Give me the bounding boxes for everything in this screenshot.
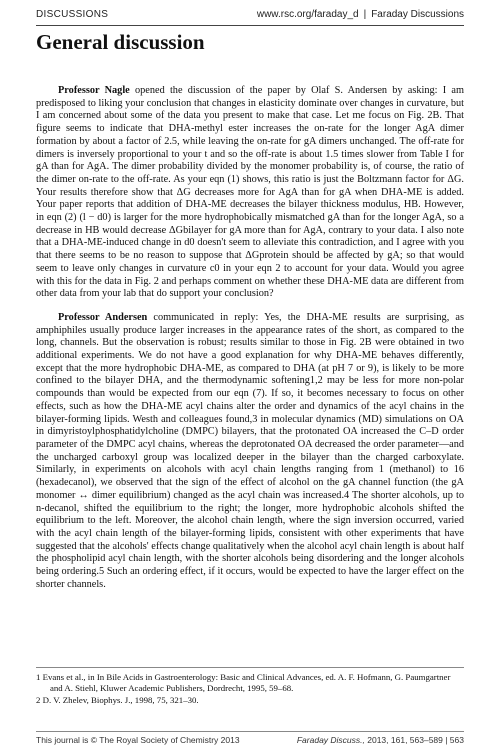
header-rule [36, 25, 464, 26]
reference-item: 2 D. V. Zhelev, Biophys. J., 1998, 75, 321–30. [36, 695, 199, 705]
running-header [36, 9, 464, 25]
journal-url-link[interactable]: www.rsc.org/faraday_d [256, 9, 359, 20]
citation-details: 2013, 161, 563–589 | 563 [364, 735, 464, 745]
header-separator: | [363, 9, 367, 20]
article-body [36, 85, 464, 602]
page-title: General discussion [36, 30, 205, 54]
discussion-paragraph-2 [36, 312, 464, 591]
copyright-notice: This journal is © The Royal Society of Chemistry 2013 [36, 735, 240, 745]
paragraph-text: communicated in reply: Yes, the DHA-ME results are surprising, as amphiphiles usually produce larger increases in the appearance rates of the short, as compared to the long, channels. But the observation is robust; results similar to those in Fig. 2B were obtained in two additional experiments. We do not have a good explanation for why DHA-ME behaves differently, except that the more hydrophobic DHA-ME, as compared to DHA (at pH 7 or 9), is likely to be more confined to the bilayer DHA, and the thermodynamic softening1,2 may be less for more non-polar compounds than would be expected from our eqn (7). If so, it becomes necessary to focus on other effects, such as how the DHA-ME acyl chains alter the order and dynamics of the acyl chains in the bilayer-forming lipids. Westh and colleagues found,3 in molecular dynamics (MD) simulations on OA in dimyristoylphosphatidylcholine (DMPC) bilayers, that the protonated OA increased the C–D order parameter of the DMPC acyl chains, whereas the deprotonated OA decreased the order parameter—and the uncharged carboxyl group was localized deeper in the bilayer than the charged carboxylate. Similarly, in experiments on alcohols with acyl chain lengths ranging from 1 (methanol) to 16 (hexadecanol), we observed that the sign of the effect of alcohol on the gA channel function (the gA monomer ↔ dimer equilibrium) changed as the acyl chain was increased.4 The shorter alcohols, up to n-decanol, shifted the equilibrium to the right; the longer, more hydrophobic alcohols shifted the equilibrium to the left. Moreover, the alcohol chain length, where the sign inversion occurred, varied with the acyl chain length of the bilayer-forming lipids, consistent with other experiments that have suggested that the alcohols' effects change qualitatively when the alcohol acyl chain length is about half the phospholipid acyl chain length, with the shorter alcohols being disordering and the longer alcohols being ordering.5 Such an ordering effect, if it occurs, would be expected to have the larger effect on the shorter channels. [36, 311, 464, 590]
discussion-paragraph-1 [36, 85, 464, 301]
journal-abbrev: Faraday Discuss., [296, 735, 365, 745]
section-label: DISCUSSIONS [36, 9, 109, 20]
footer-rule [36, 731, 464, 732]
citation-line [297, 735, 464, 745]
reference-item: 1 Evans et al., in In Bile Acids in Gastroenterology: Basic and Clinical Advances, ed. A. F. Hofmann, G. Paumgartner and A. Stiehl, Kluwer Academic Publishers, Dordrecht, 1995, 59–68. [36, 672, 451, 693]
speaker-name: Professor Nagle [58, 85, 130, 96]
paragraph-text: opened the discussion of the paper by Olaf S. Andersen by asking: I am predisposed to liking your conclusion that changes in elasticity dominate over changes in curvature, but I am concerned about some of the data you present to make that case. Let me focus on Fig. 2B. That figure seems to indicate that DHA-methyl ester increases the on-rate for the longer AgA dimer formation by about a factor of 2.5, while leaving the on-rate for gA dimers unchanged. The off-rate for dimers is inversely proportional to your t and so the off-rate is about 1.5 times slower from Table I for gA than for AgA. The dimer probability divided by the monomer probability is, of course, the ratio of the dimer on-rate to the off-rate. As your eqn (1) shows, this ratio is just the Boltzmann factor for ΔG. Your results therefore show that ΔG decreases more for AgA than for gA when DHA-ME is added. Your paper reports that addition of DHA-ME decreases the bilayer thickness modulus, HB. However, in eqn (2) (l − d0) is larger for the more hydrophobically mismatched gA than for the longer AgA, so a decrease in HB would decrease ΔGbilayer for gA more than for AgA, contrary to your data. I also note that a DHA-ME-induced change in d0 doesn't seem to alleviate this contradiction, and I agree with you that there seems to be no reason to suppose that ΔGprotein should be affected by gA; so that would seem to leave only changes in curvature c0 in your eqn 2 to account for your data. Would you agree with this for the data in Fig. 2 and perhaps comment on whether these DHA-ME data are different from other data from your lab that do support your conclusion? [36, 85, 464, 300]
references-list [36, 672, 464, 707]
references-rule [36, 667, 464, 668]
speaker-name: Professor Andersen [58, 311, 148, 323]
header-right [257, 9, 464, 20]
journal-name: Faraday Discussions [371, 9, 464, 20]
